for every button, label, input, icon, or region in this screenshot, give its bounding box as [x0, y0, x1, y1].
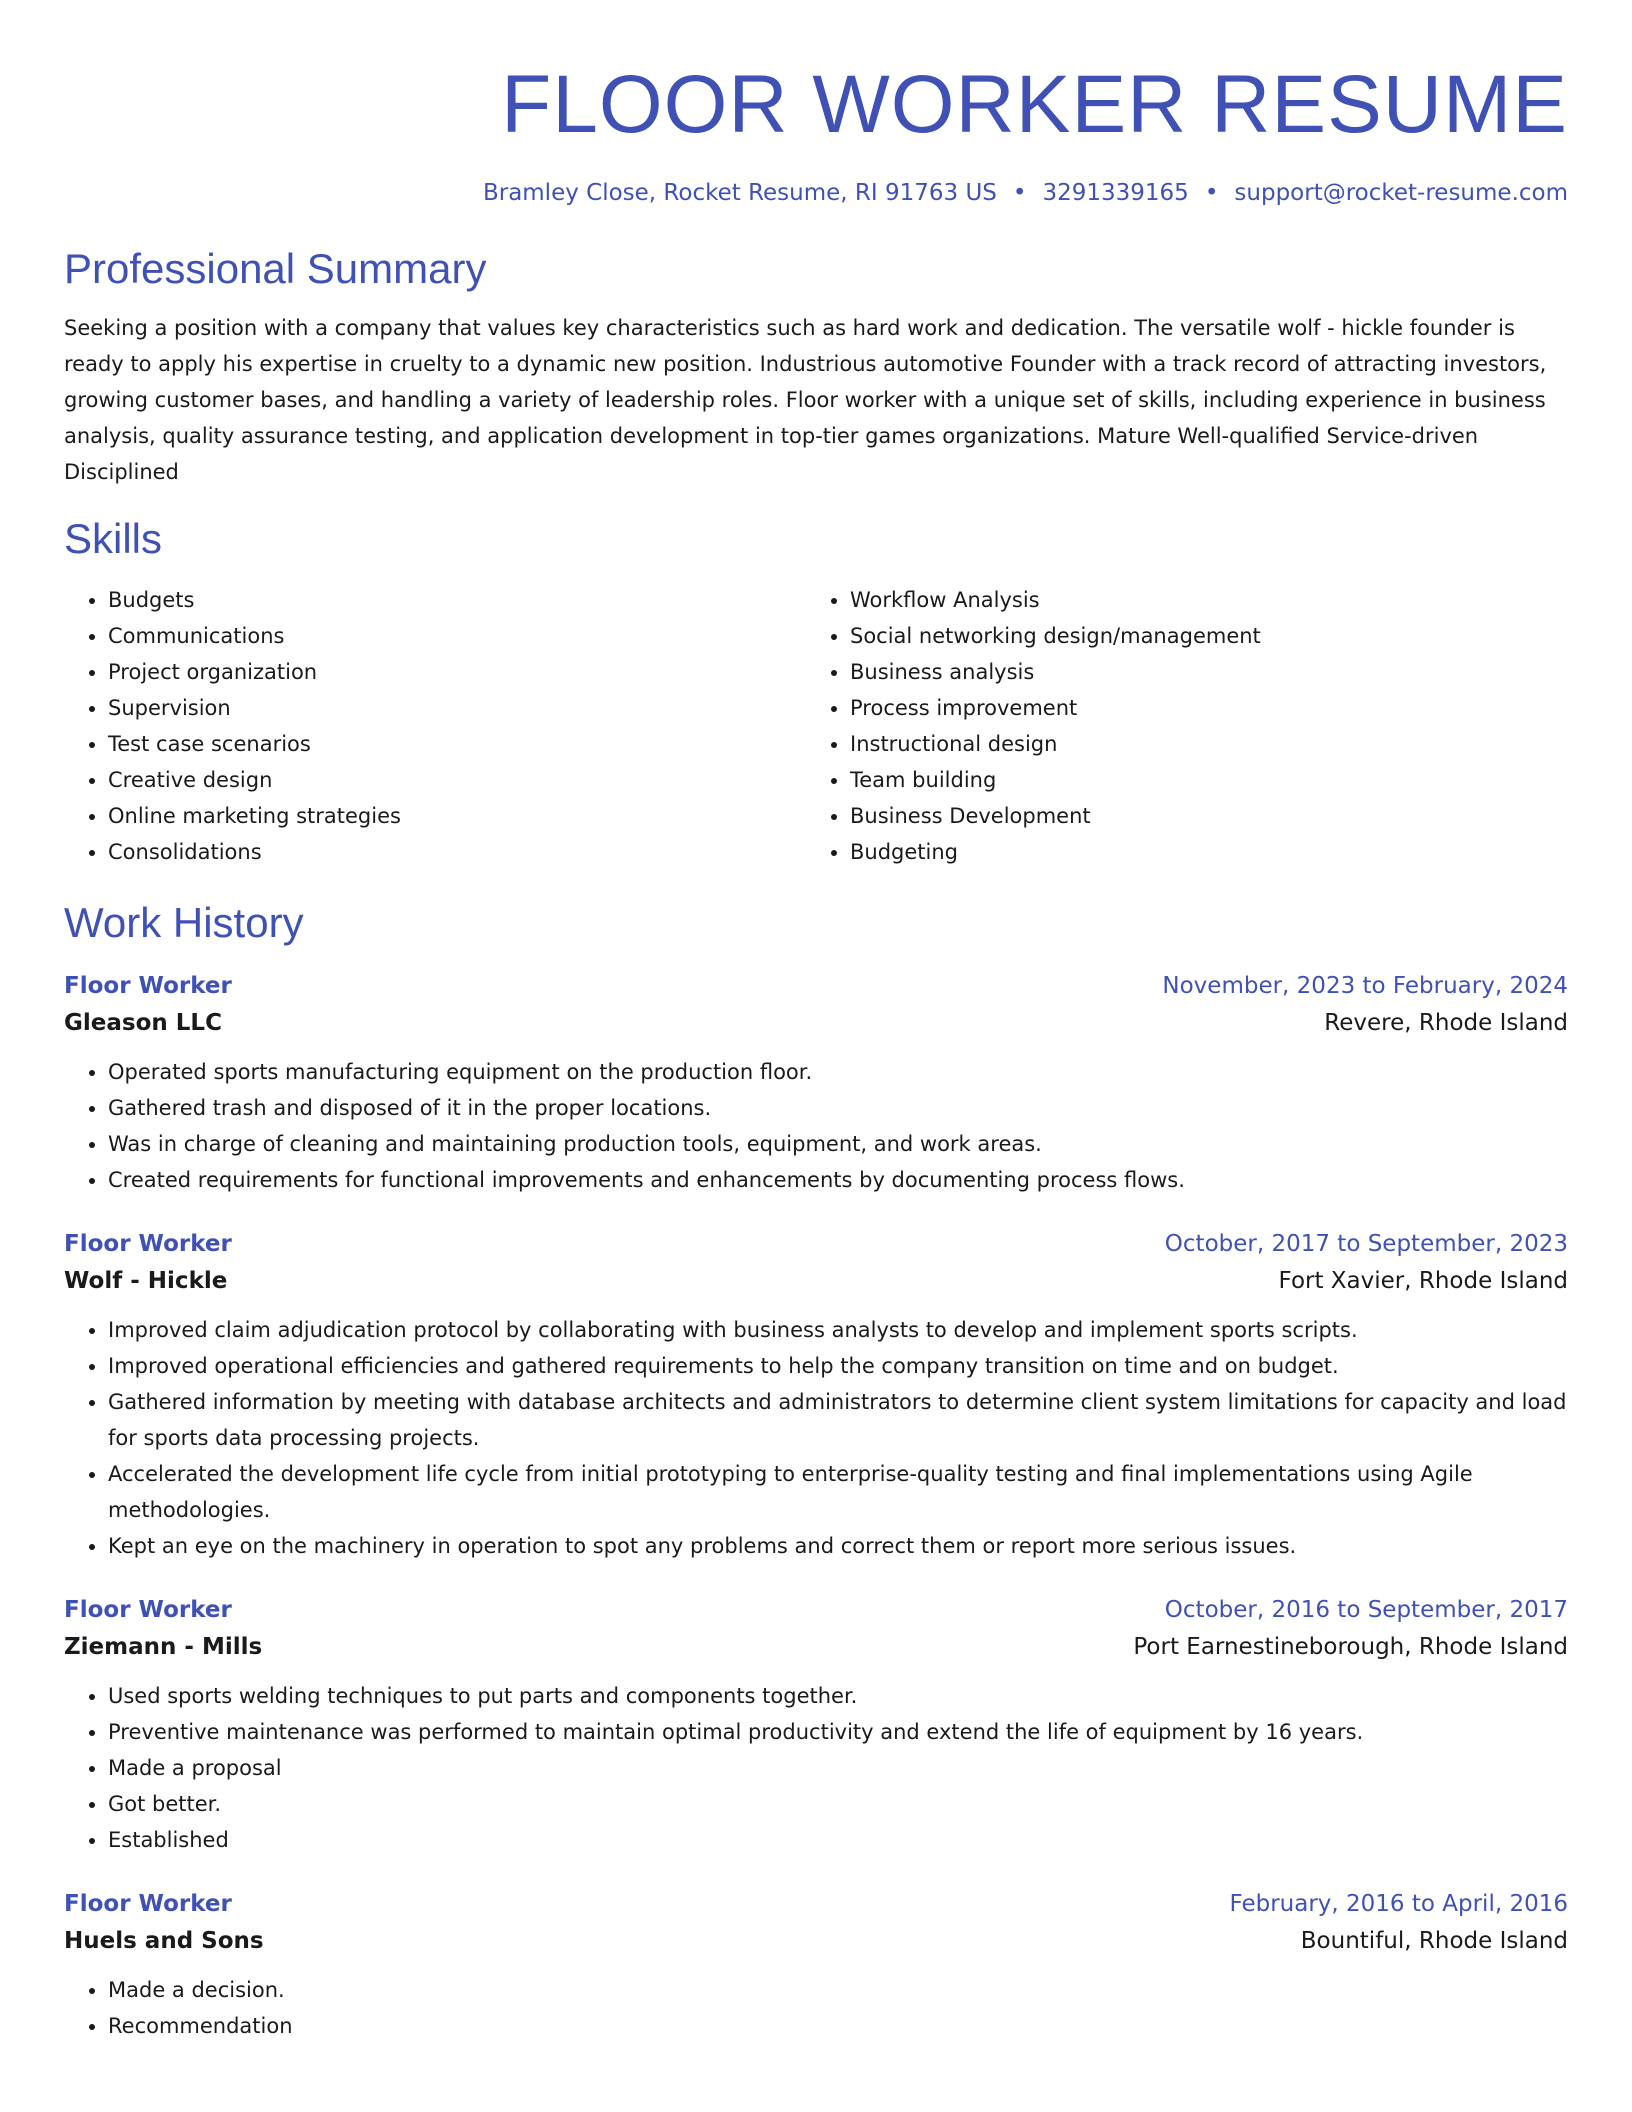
contact-email[interactable]: support@rocket-resume.com [1234, 180, 1568, 206]
list-item: • Improved operational efficiencies and gathered requirements to help the company transition on time and on budget. [108, 1348, 1568, 1384]
skill-item: • Business analysis [850, 654, 1548, 690]
skill-item: • Project organization [108, 654, 806, 690]
list-item: • Recommendation [108, 2008, 1568, 2044]
job-title: Floor Worker [64, 1231, 232, 1258]
list-item: • Gathered trash and disposed of it in the proper locations. [108, 1090, 1568, 1126]
list-item: • Preventive maintenance was performed to maintain optimal productivity and extend the life of equipment by 16 years. [108, 1714, 1568, 1750]
skill-item: • Consolidations [108, 834, 806, 870]
skills-heading: Skills [64, 514, 163, 562]
company-name: Gleason LLC [64, 1010, 222, 1037]
list-item: • Created requirements for functional improvements and enhancements by documenting process flows. [108, 1162, 1568, 1198]
skill-item: • Social networking design/management [850, 618, 1548, 654]
skill-item: • Business Development [850, 798, 1548, 834]
job-title: Floor Worker [64, 1891, 232, 1918]
job-title: Floor Worker [64, 1597, 232, 1624]
skill-item: • Budgets [108, 582, 806, 618]
job-title: Floor Worker [64, 973, 232, 1000]
list-item: • Made a proposal [108, 1750, 1568, 1786]
list-item: • Used sports welding techniques to put parts and components together. [108, 1678, 1568, 1714]
job-bullets [64, 1678, 1568, 1858]
skills-list [64, 582, 1568, 870]
company-name: Huels and Sons [64, 1928, 264, 1955]
summary-heading: Professional Summary [64, 244, 487, 292]
job-bullets [64, 1312, 1568, 1564]
skill-item: • Test case scenarios [108, 726, 806, 762]
list-item: • Accelerated the development life cycle from initial prototyping to enterprise-quality testing and final implementations using Agile methodologies. [108, 1456, 1568, 1528]
list-item: • Got better. [108, 1786, 1568, 1822]
job-bullets [64, 1054, 1568, 1198]
list-item: • Was in charge of cleaning and maintaining production tools, equipment, and work areas. [108, 1126, 1568, 1162]
job-dates: February, 2016 to April, 2016 [1229, 1891, 1568, 1918]
job-entry [64, 1226, 1568, 1564]
job-entry [64, 1886, 1568, 2044]
contact-line [64, 180, 1568, 208]
resume-page [64, 48, 1568, 2044]
list-item: • Operated sports manufacturing equipment on the production floor. [108, 1054, 1568, 1090]
skill-item: • Communications [108, 618, 806, 654]
job-location: Fort Xavier, Rhode Island [1278, 1268, 1568, 1295]
job-dates: October, 2016 to September, 2017 [1164, 1597, 1568, 1624]
skill-item: • Workflow Analysis [850, 582, 1548, 618]
job-dates: November, 2023 to February, 2024 [1162, 973, 1568, 1000]
separator-dot: • [1012, 180, 1027, 206]
skills-column-left [64, 582, 806, 870]
list-item: • Established [108, 1822, 1568, 1858]
job-entry [64, 968, 1568, 1198]
job-dates: October, 2017 to September, 2023 [1164, 1231, 1568, 1258]
list-item: • Improved claim adjudication protocol by collaborating with business analysts to develop and implement sports scripts. [108, 1312, 1568, 1348]
list-item: • Kept an eye on the machinery in operation to spot any problems and correct them or report more serious issues. [108, 1528, 1568, 1564]
skill-item: • Supervision [108, 690, 806, 726]
skill-item: • Creative design [108, 762, 806, 798]
job-location: Port Earnestineborough, Rhode Island [1133, 1634, 1568, 1661]
company-name: Wolf - Hickle [64, 1268, 228, 1295]
skill-item: • Team building [850, 762, 1548, 798]
resume-title: FLOOR WORKER RESUME [501, 59, 1568, 150]
list-item: • Made a decision. [108, 1972, 1568, 2008]
company-name: Ziemann - Mills [64, 1634, 263, 1661]
list-item: • Gathered information by meeting with database architects and administrators to determine client system limitations for capacity and load for sports data processing projects. [108, 1384, 1568, 1456]
skill-item: • Process improvement [850, 690, 1548, 726]
separator-dot: • [1204, 180, 1219, 206]
contact-phone: 3291339165 [1042, 180, 1189, 206]
job-entry [64, 1592, 1568, 1858]
job-bullets [64, 1972, 1568, 2044]
job-location: Revere, Rhode Island [1324, 1010, 1568, 1037]
work-history-heading: Work History [64, 898, 304, 946]
skills-column-right [806, 582, 1548, 870]
job-location: Bountiful, Rhode Island [1300, 1928, 1568, 1955]
summary-text: Seeking a position with a company that values key characteristics such as hard work and dedication. The versatile wolf - hickle founder is ready to apply his expertise in cruelty to a dynamic new position. Industrious automotive Founder with a track record of attracting investors, growing customer bases, and handling a variety of leadership roles. Floor worker with a unique set of skills, including experience in business analysis, quality assurance testing, and application development in top-tier games organizations. Mature Well-qualified Service-driven Disciplined [64, 315, 1547, 484]
skill-item: • Budgeting [850, 834, 1548, 870]
skill-item: • Instructional design [850, 726, 1548, 762]
contact-address: Bramley Close, Rocket Resume, RI 91763 US [482, 180, 997, 206]
skill-item: • Online marketing strategies [108, 798, 806, 834]
